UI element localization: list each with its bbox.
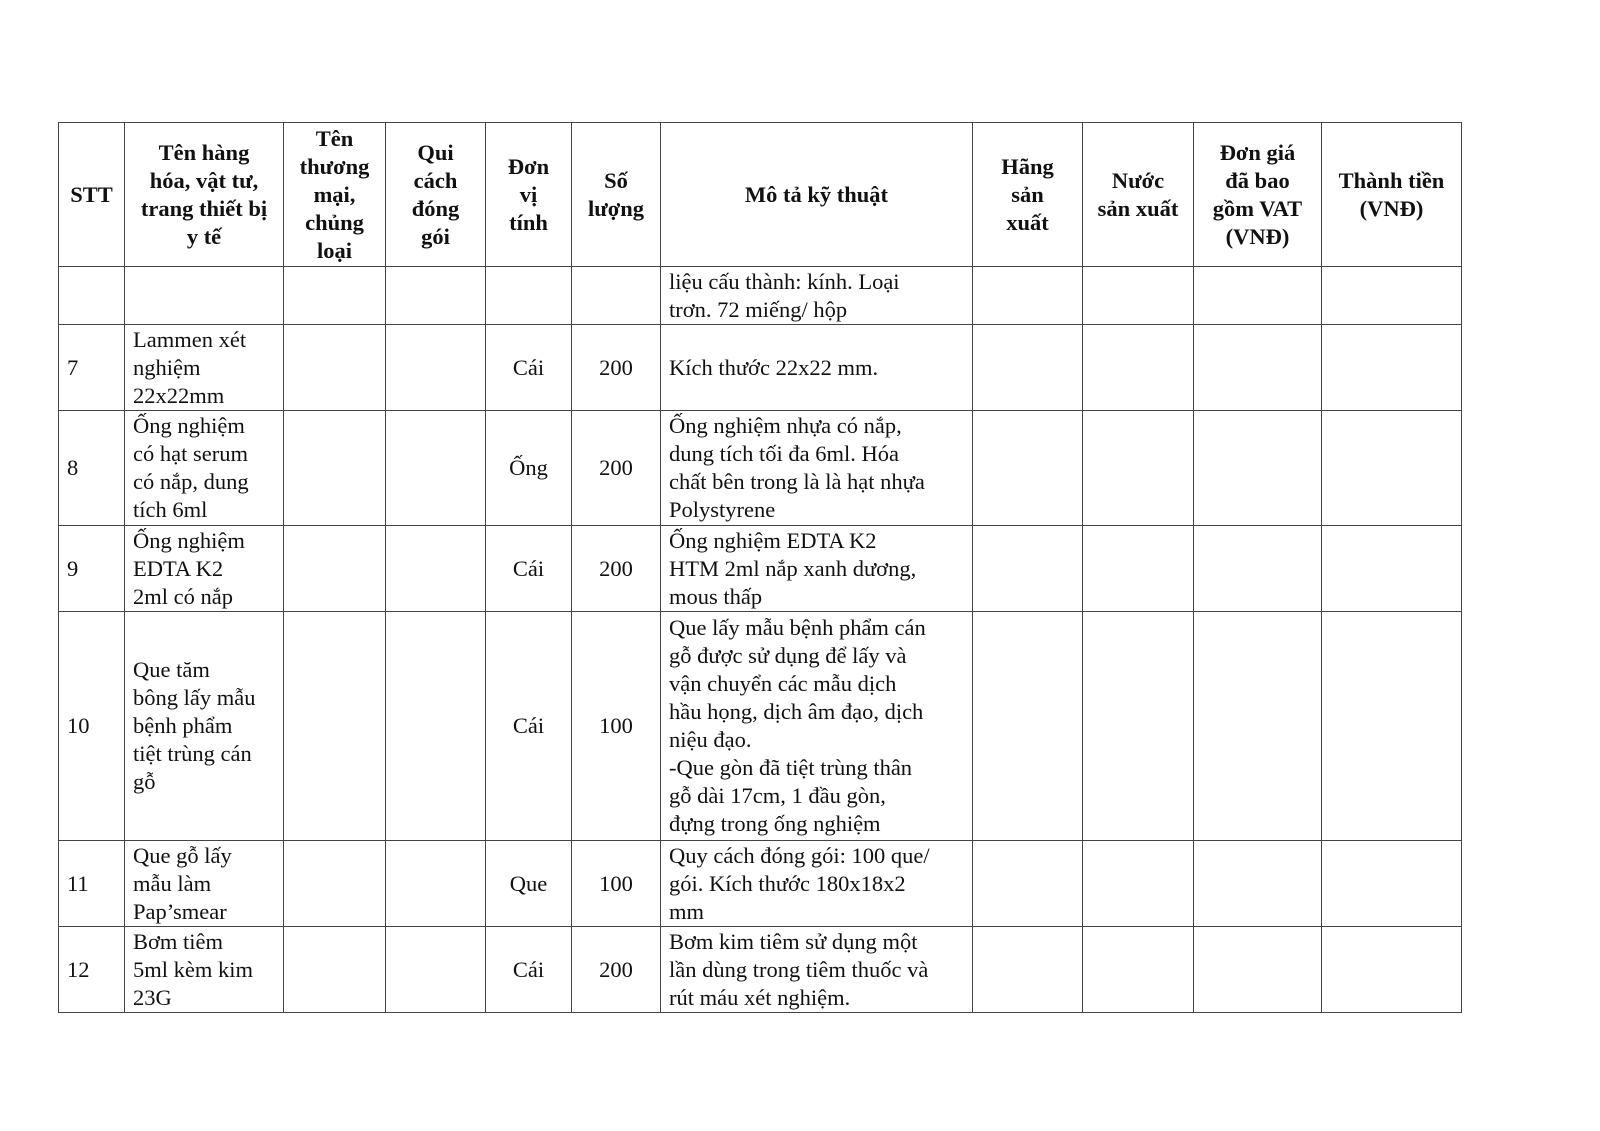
header-technical-description: Mô tả kỹ thuật [661, 123, 973, 267]
cell-description: Ống nghiệm nhựa có nắp, dung tích tối đa 6ml. Hóa chất bên trong là là hạt nhựa Polystyrene [661, 411, 973, 526]
cell-unit: Cái [486, 612, 572, 841]
table-row [59, 411, 1462, 526]
cell-stt: 11 [59, 841, 125, 927]
table-row [59, 267, 1462, 325]
cell-item-name: Que tăm bông lấy mẫu bệnh phẩm tiệt trùng cán gỗ [125, 612, 284, 841]
header-row [59, 123, 1462, 267]
cell-packing [386, 927, 486, 1013]
cell-item-name: Ống nghiệm có hạt serum có nắp, dung tích 6ml [125, 411, 284, 526]
header-unit-price: Đơn giá đã bao gồm VAT (VNĐ) [1194, 123, 1322, 267]
cell-manufacturer [973, 841, 1083, 927]
cell-unit-price [1194, 267, 1322, 325]
quotation-table [58, 122, 1462, 1013]
cell-item-name [125, 267, 284, 325]
header-trade-name: Tên thương mại, chủng loại [284, 123, 386, 267]
cell-description: Bơm kim tiêm sử dụng một lần dùng trong tiêm thuốc và rút máu xét nghiệm. [661, 927, 973, 1013]
cell-unit-price [1194, 411, 1322, 526]
cell-country [1083, 526, 1194, 612]
cell-unit-price [1194, 841, 1322, 927]
cell-quantity: 200 [572, 325, 661, 411]
cell-total [1322, 411, 1462, 526]
table-row [59, 612, 1462, 841]
cell-trade-name [284, 325, 386, 411]
cell-trade-name [284, 612, 386, 841]
cell-manufacturer [973, 612, 1083, 841]
cell-packing [386, 267, 486, 325]
cell-trade-name [284, 841, 386, 927]
cell-description: Quy cách đóng gói: 100 que/ gói. Kích thước 180x18x2 mm [661, 841, 973, 927]
cell-quantity: 100 [572, 612, 661, 841]
cell-quantity: 200 [572, 411, 661, 526]
cell-description: liệu cấu thành: kính. Loại trơn. 72 miếng/ hộp [661, 267, 973, 325]
cell-total [1322, 526, 1462, 612]
cell-description: Ống nghiệm EDTA K2 HTM 2ml nắp xanh dương, mous thấp [661, 526, 973, 612]
table-row [59, 927, 1462, 1013]
cell-country [1083, 927, 1194, 1013]
cell-quantity: 200 [572, 927, 661, 1013]
cell-unit: Cái [486, 927, 572, 1013]
table-row [59, 325, 1462, 411]
cell-total [1322, 927, 1462, 1013]
cell-packing [386, 841, 486, 927]
cell-total [1322, 841, 1462, 927]
cell-quantity [572, 267, 661, 325]
header-quantity: Số lượng [572, 123, 661, 267]
cell-packing [386, 526, 486, 612]
cell-description: Kích thước 22x22 mm. [661, 325, 973, 411]
cell-trade-name [284, 267, 386, 325]
cell-manufacturer [973, 526, 1083, 612]
cell-stt: 12 [59, 927, 125, 1013]
cell-packing [386, 325, 486, 411]
cell-unit-price [1194, 927, 1322, 1013]
cell-quantity: 200 [572, 526, 661, 612]
cell-manufacturer [973, 411, 1083, 526]
cell-item-name: Ống nghiệm EDTA K2 2ml có nắp [125, 526, 284, 612]
cell-country [1083, 325, 1194, 411]
cell-unit: Cái [486, 526, 572, 612]
cell-country [1083, 267, 1194, 325]
cell-stt [59, 267, 125, 325]
cell-total [1322, 325, 1462, 411]
cell-packing [386, 612, 486, 841]
cell-stt: 7 [59, 325, 125, 411]
cell-manufacturer [973, 927, 1083, 1013]
header-item-name: Tên hàng hóa, vật tư, trang thiết bị y tế [125, 123, 284, 267]
cell-unit: Cái [486, 325, 572, 411]
table-row [59, 841, 1462, 927]
cell-unit: Ống [486, 411, 572, 526]
cell-country [1083, 612, 1194, 841]
cell-item-name: Lammen xét nghiệm 22x22mm [125, 325, 284, 411]
cell-manufacturer [973, 325, 1083, 411]
cell-quantity: 100 [572, 841, 661, 927]
cell-trade-name [284, 526, 386, 612]
header-unit: Đơn vị tính [486, 123, 572, 267]
cell-stt: 8 [59, 411, 125, 526]
header-total: Thành tiền (VNĐ) [1322, 123, 1462, 267]
cell-total [1322, 267, 1462, 325]
cell-country [1083, 411, 1194, 526]
cell-manufacturer [973, 267, 1083, 325]
cell-item-name: Que gỗ lấy mẫu làm Pap’smear [125, 841, 284, 927]
header-stt: STT [59, 123, 125, 267]
cell-total [1322, 612, 1462, 841]
cell-packing [386, 411, 486, 526]
cell-description: Que lấy mẫu bệnh phẩm cán gỗ được sử dụng để lấy và vận chuyển các mẫu dịch hầu họng, dịch âm đạo, dịch niệu đạo. -Que gòn đã tiệt trùng thân gỗ dài 17cm, 1 đầu gòn, đựng trong ống nghiệm [661, 612, 973, 841]
cell-unit [486, 267, 572, 325]
cell-trade-name [284, 927, 386, 1013]
header-packing: Qui cách đóng gói [386, 123, 486, 267]
cell-unit: Que [486, 841, 572, 927]
cell-unit-price [1194, 325, 1322, 411]
cell-item-name: Bơm tiêm 5ml kèm kim 23G [125, 927, 284, 1013]
cell-trade-name [284, 411, 386, 526]
table-row [59, 526, 1462, 612]
cell-country [1083, 841, 1194, 927]
cell-stt: 9 [59, 526, 125, 612]
cell-stt: 10 [59, 612, 125, 841]
header-country: Nước sản xuất [1083, 123, 1194, 267]
cell-unit-price [1194, 526, 1322, 612]
cell-unit-price [1194, 612, 1322, 841]
header-manufacturer: Hãng sản xuất [973, 123, 1083, 267]
